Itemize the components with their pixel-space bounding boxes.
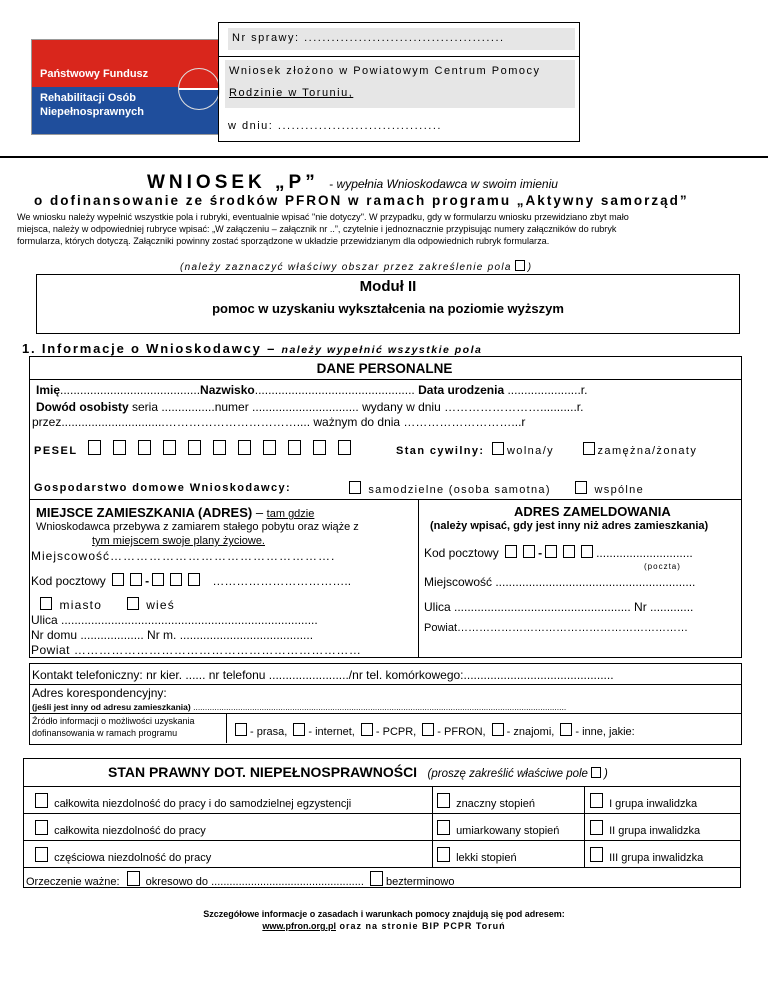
residence-note1: Wnioskodawca przebywa z zamiarem stałego pobytu oraz wiąże z <box>36 521 359 533</box>
pesel-row <box>34 440 354 457</box>
mark-hint-text: (należy zaznaczyć właściwy obszar przez zakreślenie pola <box>180 262 512 273</box>
zip-digit[interactable] <box>505 545 517 558</box>
pesel-digit[interactable] <box>263 440 276 455</box>
pesel-digit[interactable] <box>238 440 251 455</box>
registered-zip-row: Kod pocztowy - ............................. <box>424 546 693 560</box>
case-number-field[interactable] <box>228 28 575 50</box>
dis-row3-a <box>32 847 211 864</box>
id-card-field[interactable]: seria ................numer ................................ wydany w dniu ……………………...........r. <box>128 400 584 414</box>
checkbox-sample-icon <box>591 767 601 778</box>
module-box <box>36 274 740 334</box>
dis-row3-c <box>587 847 703 864</box>
dis-row2-b <box>434 820 559 837</box>
corr-address-field[interactable]: .............................................................................................................................................................. <box>190 702 567 712</box>
locality-type-row <box>37 597 175 612</box>
pesel-digit[interactable] <box>213 440 226 455</box>
address-top-rule <box>29 499 741 500</box>
first-name-label: Imię <box>36 383 61 397</box>
village-checkbox[interactable] <box>127 597 139 610</box>
personal-heading: DANE PERSONALNE <box>316 361 453 376</box>
submitted-line2: Rodzinie w Toruniu, <box>229 87 354 99</box>
household-row <box>34 482 291 494</box>
zip-digit[interactable] <box>188 573 200 586</box>
civil-single-label: wolna/y <box>506 445 555 457</box>
last-name-field[interactable]: ................................................ <box>254 383 415 397</box>
dis-row1-b <box>434 793 535 810</box>
dis-row3-a-label: częściowa niezdolność do pracy <box>54 852 212 864</box>
disability-rule2 <box>23 840 740 841</box>
residence-zip-row: Kod pocztowy - …………………………….. <box>31 574 352 588</box>
disability-heading-note: (proszę zakreślić właściwe pole <box>427 768 588 780</box>
civil-married-label: zamężna/żonaty <box>597 445 698 457</box>
valid-periodic-label[interactable]: okresowo do .................................................. <box>145 876 364 888</box>
residence-city[interactable]: Miejscowość……………………………………………. <box>31 549 336 563</box>
residence-zip-label: Kod pocztowy <box>31 574 106 588</box>
birth-date-field[interactable]: ......................r. <box>504 383 588 397</box>
civil-single-checkbox[interactable] <box>492 442 504 455</box>
source-pcpr-checkbox[interactable] <box>361 723 373 736</box>
registered-note: (należy wpisać, gdy jest inny niż adres zamieszkania) <box>430 520 709 532</box>
dis-row2-a-label: całkowita niezdolność do pracy <box>54 825 206 837</box>
logo-line1: Państwowy Fundusz <box>40 68 149 80</box>
corr-address-label: Adres korespondencyjny: <box>32 686 167 700</box>
registered-heading: ADRES ZAMELDOWANIA <box>514 504 671 519</box>
instructions-line3: formularza, których dotyczą. Załączniki powinny zostać sporządzone w układzie przewidzianym dla odpowiednich rubryk formularza. <box>17 236 550 246</box>
source-label1: Źródło informacji o możliwości uzyskania <box>32 716 195 726</box>
household-options <box>346 481 644 496</box>
dis-row2-b-checkbox[interactable] <box>437 820 450 835</box>
pesel-digit[interactable] <box>338 440 351 455</box>
disability-rule0 <box>23 786 740 787</box>
office-divider <box>218 56 579 57</box>
residence-dash: – <box>252 505 267 520</box>
dis-row1-b-label: znaczny stopień <box>456 798 535 810</box>
pesel-digit[interactable] <box>138 440 151 455</box>
residence-note2: tym miejscem swoje plany życiowe. <box>92 535 265 547</box>
section1-note: należy wypełnić wszystkie pola <box>281 344 483 356</box>
dis-row2-a-checkbox[interactable] <box>35 820 48 835</box>
dis-row1-c-checkbox[interactable] <box>590 793 603 808</box>
registered-zip-label: Kod pocztowy <box>424 546 499 560</box>
zip-digit[interactable] <box>170 573 182 586</box>
source-pcpr-label: - PCPR, <box>375 726 417 738</box>
residence-post-field[interactable]: …………………………….. <box>212 574 352 588</box>
household-single-label: samodzielne (osoba samotna) <box>368 484 551 496</box>
valid-permanent-label: bezterminowo <box>385 876 455 888</box>
validity-row <box>26 871 454 888</box>
village-label: wieś <box>146 598 175 612</box>
checkbox-sample-icon <box>515 260 525 271</box>
corr-address-row <box>32 702 566 712</box>
dis-row1-a <box>32 793 351 810</box>
dis-row1-a-label: całkowita niezdolność do pracy i do samodzielnej egzystencji <box>54 798 352 810</box>
source-other-checkbox[interactable] <box>560 723 572 736</box>
valid-periodic-checkbox[interactable] <box>127 871 140 886</box>
pesel-digit[interactable] <box>288 440 301 455</box>
contact-rule2 <box>29 713 741 714</box>
footer-line2-text: oraz na stronie BIP PCPR Toruń <box>335 921 506 931</box>
pesel-digit[interactable] <box>88 440 101 455</box>
header-rule <box>0 156 768 158</box>
name-row <box>36 383 587 397</box>
registered-post-field[interactable]: ............................. <box>596 546 693 560</box>
pesel-digit[interactable] <box>163 440 176 455</box>
city-label: miasto <box>59 598 103 612</box>
pesel-digit[interactable] <box>113 440 126 455</box>
mark-hint-end: ) <box>527 262 533 273</box>
phone-row[interactable]: Kontakt telefoniczny: nr kier. ...... nr telefonu ......................../nr tel. komórkowego:............................................. <box>32 668 614 682</box>
pesel-digit[interactable] <box>313 440 326 455</box>
dis-row3-c-checkbox[interactable] <box>590 847 603 862</box>
source-press-label: - prasa, <box>250 726 288 738</box>
dis-row3-c-label: III grupa inwalidzka <box>609 852 704 864</box>
mark-hint <box>180 260 532 273</box>
source-label2: dofinansowania w ramach programu <box>32 728 178 738</box>
zip-digit[interactable] <box>152 573 164 586</box>
residence-heading-row <box>36 504 314 522</box>
disability-rule1 <box>23 813 740 814</box>
source-other-label: - inne, jakie: <box>575 726 635 738</box>
form-title: WNIOSEK „P” <box>147 172 319 193</box>
dis-row3-a-checkbox[interactable] <box>35 847 48 862</box>
dis-row3-b-label: lekki stopień <box>456 852 517 864</box>
disability-col2 <box>584 786 585 867</box>
zip-digit[interactable] <box>545 545 557 558</box>
dis-row1-c <box>587 793 697 810</box>
case-number-label: Nr sprawy: ............................................ <box>232 32 505 44</box>
disability-rule3 <box>23 867 740 868</box>
personal-heading-rule <box>29 379 741 380</box>
dis-row1-b-checkbox[interactable] <box>437 793 450 808</box>
zip-digit[interactable] <box>130 573 142 586</box>
pesel-label: PESEL <box>34 445 78 457</box>
disability-heading: STAN PRAWNY DOT. NIEPEŁNOSPRAWNOŚCI <box>108 764 418 780</box>
validity-label: Orzeczenie ważne: <box>26 876 120 888</box>
form-subtitle: o dofinansowanie ze środków PFRON w ramach programu „Aktywny samorząd” <box>34 193 689 208</box>
source-internet-label: - internet, <box>308 726 355 738</box>
civil-status-row <box>396 442 697 457</box>
dis-row2-c-label: II grupa inwalidzka <box>609 825 701 837</box>
id-card-label: Dowód osobisty <box>36 400 129 414</box>
issued-by-row[interactable]: przez...............................…………………………….... ważnym do dnia ………………………...r <box>32 415 526 429</box>
residence-house[interactable]: Nr domu ................... Nr m. ........................................ <box>31 628 314 642</box>
source-pfron-label: - PFRON, <box>437 726 486 738</box>
form-title-dash: - <box>329 177 337 191</box>
valid-permanent-checkbox[interactable] <box>370 871 383 886</box>
logo-circle <box>178 68 220 110</box>
submitted-line1: Wniosek złożono w Powiatowym Centrum Pomocy <box>229 65 541 77</box>
dis-row1-a-checkbox[interactable] <box>35 793 48 808</box>
pfron-logo <box>31 39 219 135</box>
dis-row2-b-label: umiarkowany stopień <box>456 825 560 837</box>
source-internet-checkbox[interactable] <box>293 723 305 736</box>
source-friends-label: - znajomi, <box>506 726 555 738</box>
dis-row3-b-checkbox[interactable] <box>437 847 450 862</box>
logo-line2: Rehabilitacji Osób <box>40 92 136 104</box>
zip-digit[interactable] <box>523 545 535 558</box>
registered-county[interactable]: Powiat……………………………………………………… <box>424 622 689 634</box>
source-pfron-checkbox[interactable] <box>422 723 434 736</box>
birth-date-label: Data urodzenia <box>418 383 505 397</box>
registered-street[interactable]: Ulica ..................................................... Nr ............. <box>424 600 694 614</box>
corr-address-note: (jeśli jest inny od adresu zamieszkania) <box>32 702 191 712</box>
address-divider <box>418 499 419 657</box>
disability-col1 <box>432 786 433 867</box>
pesel-boxes[interactable] <box>85 445 354 457</box>
zip-digit[interactable] <box>112 573 124 586</box>
contact-rule1 <box>29 684 741 685</box>
disability-heading-row <box>108 764 608 782</box>
footer-line2 <box>0 921 768 931</box>
instructions-line2: miejsca, należy w odpowiedniej rubryce wpisać: „W załączeniu – załącznik nr ..”, czytelnie i jednoznacznie przypisując numery załączników do rubryk <box>17 224 617 234</box>
form-title-note: wypełnia Wnioskodawca w swoim imieniu <box>336 177 558 191</box>
civil-status-label: Stan cywilny: <box>396 445 489 457</box>
submission-date-label[interactable]: w dniu: .................................... <box>228 120 442 132</box>
residence-street[interactable]: Ulica ............................................................................. <box>31 613 318 627</box>
dis-row3-b <box>434 847 517 864</box>
residence-county[interactable]: Powiat …………………………………………………………… <box>31 643 362 657</box>
first-name-field[interactable]: .......................................... <box>60 383 201 397</box>
household-single-checkbox[interactable] <box>349 481 361 494</box>
footer-line1: Szczegółowe informacje o zasadach i warunkach pomocy znajdują się pod adresem: <box>203 909 565 919</box>
registered-post-hint: (poczta) <box>644 562 681 571</box>
registered-city[interactable]: Miejscowość ............................................................ <box>424 575 696 589</box>
section1-title: 1. Informacje o Wnioskodawcy – <box>22 341 282 356</box>
household-shared-label: wspólne <box>594 484 645 496</box>
zip-digit[interactable] <box>581 545 593 558</box>
module-title: Moduł II <box>359 278 417 295</box>
disability-heading-end: ) <box>603 768 608 780</box>
source-divider <box>226 713 227 743</box>
form-title-line <box>147 172 558 194</box>
zip-digit[interactable] <box>563 545 575 558</box>
dis-row1-c-label: I grupa inwalidzka <box>609 798 698 810</box>
civil-married-checkbox[interactable] <box>583 442 595 455</box>
submitted-field[interactable] <box>225 60 575 108</box>
instructions-line1: We wniosku należy wypełnić wszystkie pola i rubryki, eventualnie wpisać "nie dotyczy". W przypadku, gdy w formularzu wniosku przewidziano zbyt mało <box>17 212 629 222</box>
pesel-digit[interactable] <box>188 440 201 455</box>
household-label: Gospodarstwo domowe Wnioskodawcy: <box>34 482 292 494</box>
residence-heading: MIEJSCE ZAMIESZKANIA (ADRES) <box>36 505 253 520</box>
logo-line3: Niepełnosprawnych <box>40 106 144 118</box>
id-row <box>36 400 583 414</box>
city-checkbox[interactable] <box>40 597 52 610</box>
module-subtitle: pomoc w uzyskaniu wykształcenia na poziomie wyższym <box>212 301 564 316</box>
dis-row2-c <box>587 820 700 837</box>
footer-link[interactable]: www.pfron.org.pl <box>262 921 336 931</box>
residence-heading-link: tam gdzie <box>266 508 315 520</box>
source-press-checkbox[interactable] <box>235 723 247 736</box>
dis-row2-a <box>32 820 206 837</box>
dis-row2-c-checkbox[interactable] <box>590 820 603 835</box>
household-shared-checkbox[interactable] <box>575 481 587 494</box>
source-options <box>232 723 635 738</box>
source-friends-checkbox[interactable] <box>492 723 504 736</box>
last-name-label: Nazwisko <box>200 383 255 397</box>
